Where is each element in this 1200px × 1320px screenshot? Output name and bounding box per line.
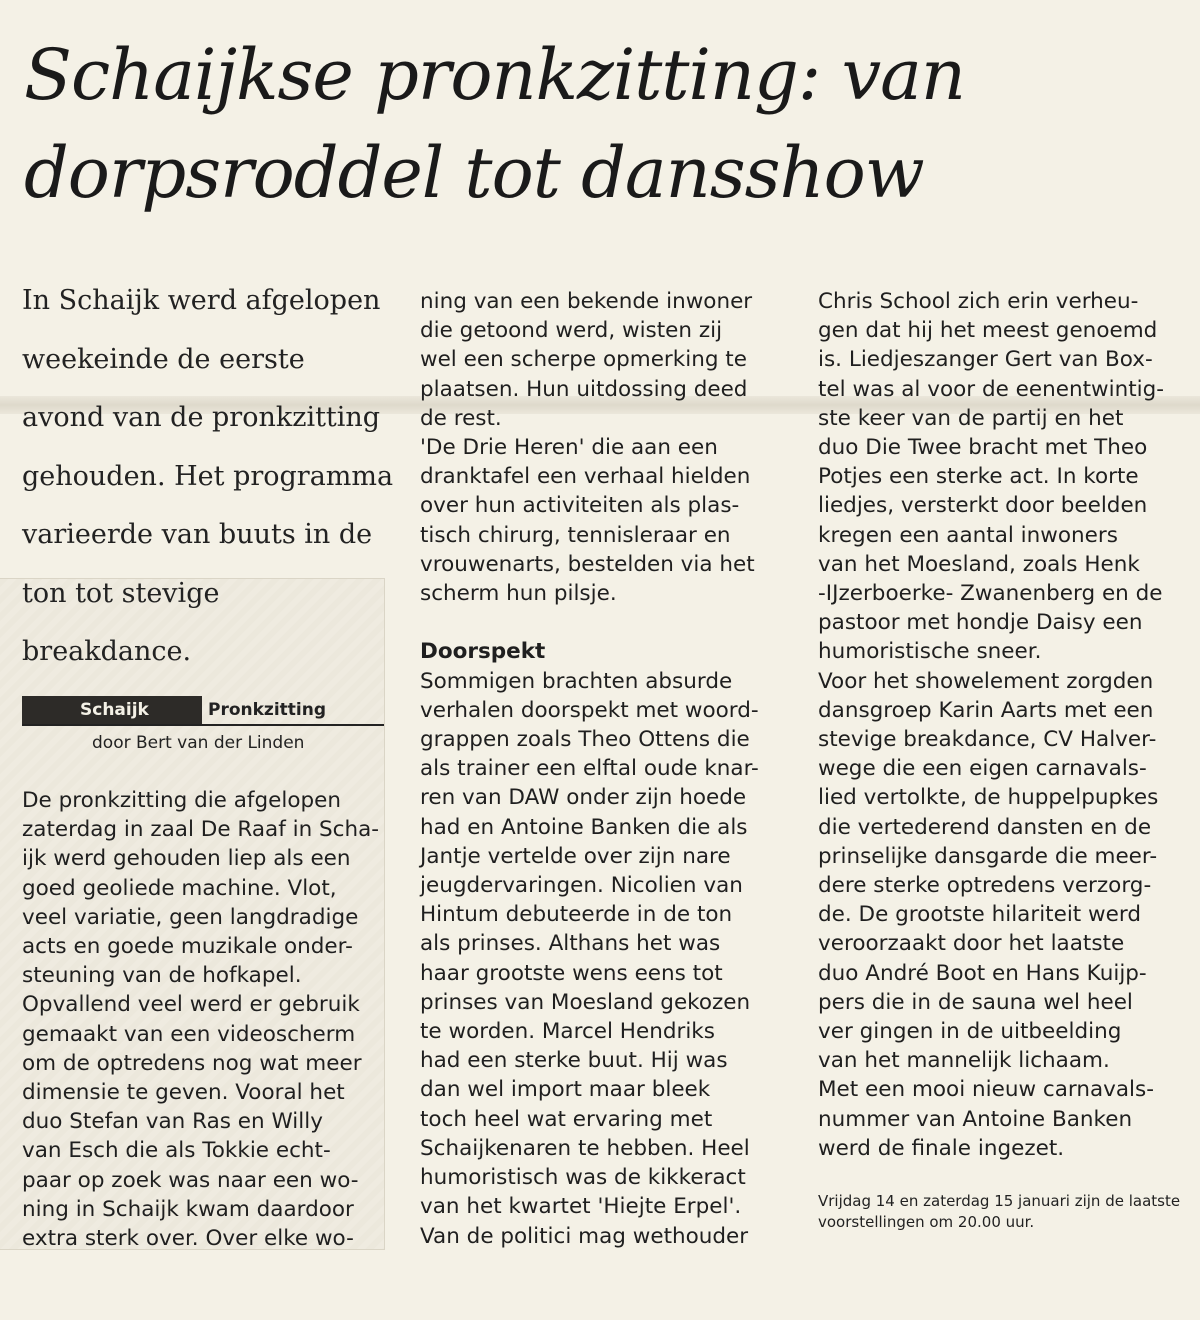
text-line: Chris School zich erin verheu- [818,289,1139,314]
text-line: ijk werd gehouden liep als een [22,846,351,872]
text-line: tel was al voor de eenentwintig- [818,376,1165,402]
text-line: vrouwenarts, bestelden via het [420,551,755,577]
performance-dates-note: Vrijdag 14 en zaterdag 15 januari zijn de laatste voorstellingen om 20.00 uur. [818,1192,1181,1231]
text-line: Jantje vertelde over zijn nare [420,843,731,869]
text-line: ning in Schaijk kwam daardoor [22,1196,354,1222]
text-line: nummer van Antoine Banken [818,1106,1133,1132]
text-line: Potjes een sterke act. In korte [818,464,1139,490]
text-line: duo André Boot en Hans Kuijp- [818,960,1147,986]
text-line: dimensie te geven. Vooral het [22,1080,345,1106]
text-line: ning van een bekende inwoner [420,289,753,314]
text-line: Voor het showelement zorgden [818,668,1154,694]
text-line: lied vertolkte, de huppelpupkes [818,785,1159,811]
text-line: van het Moesland, zoals Henk [818,551,1140,577]
text-line: zaterdag in zaal De Raaf in Scha- [22,817,380,843]
text-line: prinselijke dansgarde die meer- [818,843,1158,869]
text-line: humoristisch was de kikkeract [420,1165,746,1191]
text-line: Met een mooi nieuw carnavals- [818,1077,1154,1103]
text-line: van het mannelijk lichaam. [818,1048,1110,1074]
text-line: pers die in de sauna wel heel [818,989,1133,1015]
text-line: veroorzaakt door het laatste [818,931,1125,957]
text-line: -IJzerboerke- Zwanenberg en de [818,581,1163,607]
text-line: ver gingen in de uitbeelding [818,1019,1122,1045]
text-line: dranktafel een verhaal hielden [420,464,751,490]
text-line: Van de politici mag wethouder [420,1223,749,1249]
text-line: veel variatie, geen langdradige [22,904,359,930]
text-line: De pronkzitting die afgelopen [22,788,341,813]
text-line: haar grootste wens eens tot [420,960,723,986]
text-line: liedjes, versterkt door beelden [818,493,1148,519]
text-line: acts en goede muzikale onder- [22,934,353,960]
text-line: dere sterke optredens verzorg- [818,873,1152,899]
text-line: gemaakt van een videoscherm [22,1021,356,1047]
text-line: tisch chirurg, tennisleraar en [420,522,731,548]
text-line: goed geoliede machine. Vlot, [22,875,337,901]
kicker-topic: Pronkzitting [208,700,327,720]
text-line: pastoor met hondje Daisy een [818,610,1143,636]
text-line: te worden. Marcel Hendriks [420,1019,715,1045]
text-line: 'De Drie Heren' die aan een [420,435,718,461]
body-column-1 [22,786,379,1253]
text-line: van het kwartet 'Hiejte Erpel'. [420,1194,742,1220]
text-line: Schaijkenaren te hebben. Heel [420,1135,750,1161]
text-line: stevige breakdance, CV Halver- [818,727,1157,753]
text-line: ren van DAW onder zijn hoede [420,785,747,811]
section-kicker [22,696,384,726]
text-line: verhalen doorspekt met woord- [420,697,759,723]
text-line: Sommigen brachten absurde [420,668,733,694]
text-line: jeugdervaringen. Nicolien van [420,873,743,899]
text-line: toch heel wat ervaring met [420,1106,713,1132]
text-line: grappen zoals Theo Ottens die [420,727,750,753]
text-line: Opvallend veel werd er gebruik [22,992,360,1018]
text-line: als trainer een elftal oude knar- [420,756,759,782]
text-line: humoristische sneer. [818,639,1042,665]
text-line: die getoond werd, wisten zij [420,318,723,344]
text-line: over hun activiteiten als plas- [420,493,740,519]
text-line: duo Die Twee bracht met Theo [818,435,1148,461]
text-line: kregen een aantal inwoners [818,522,1118,548]
text-line: als prinses. Althans het was [420,931,721,957]
text-line [420,608,759,637]
body-column-2 [420,287,759,1251]
text-line: extra sterk over. Over elke wo- [22,1226,354,1252]
subheading: Doorspekt [420,639,546,665]
text-line: die vertederend dansten en de [818,814,1152,840]
text-line: is. Liedjeszanger Gert van Box- [818,347,1153,373]
text-line: scherm hun pilsje. [420,581,617,607]
text-line: de. De grootste hilariteit werd [818,902,1141,928]
text-line: duo Stefan van Ras en Willy [22,1109,323,1135]
text-line: had een sterke buut. Hij was [420,1048,728,1074]
text-line: de rest. [420,405,502,431]
text-line: dansgroep Karin Aarts met een [818,697,1154,723]
text-line: gen dat hij het meest genoemd [818,318,1158,344]
text-line: steuning van de hofkapel. [22,963,302,989]
text-line: wel een scherpe opmerking te [420,347,747,373]
text-line: had en Antoine Banken die als [420,814,748,840]
body-column-3 [818,287,1164,1163]
kicker-place: Schaijk [22,696,202,724]
text-line: dan wel import maar bleek [420,1077,711,1103]
headline: Schaijkse pronkzitting: van dorpsroddel tot dansshow [24,34,966,214]
text-line: plaatsen. Hun uitdossing deed [420,376,748,402]
text-line: ste keer van de partij en het [818,405,1124,431]
text-line: om de optredens nog wat meer [22,1050,362,1076]
text-line: Hintum debuteerde in de ton [420,902,733,928]
text-line: paar op zoek was naar een wo- [22,1167,359,1193]
text-line: wege die een eigen carnavals- [818,756,1147,782]
intro-paragraph: In Schaijk werd afgelopen weekeinde de eerste avond van de pronkzitting gehouden. Het programma varieerde van buuts in de ton tot stevige breakdance. [22,285,394,667]
text-line: van Esch die als Tokkie echt- [22,1138,331,1164]
byline: door Bert van der Linden [92,733,305,753]
text-line: prinses van Moesland gekozen [420,989,751,1015]
text-line: werd de finale ingezet. [818,1135,1065,1161]
